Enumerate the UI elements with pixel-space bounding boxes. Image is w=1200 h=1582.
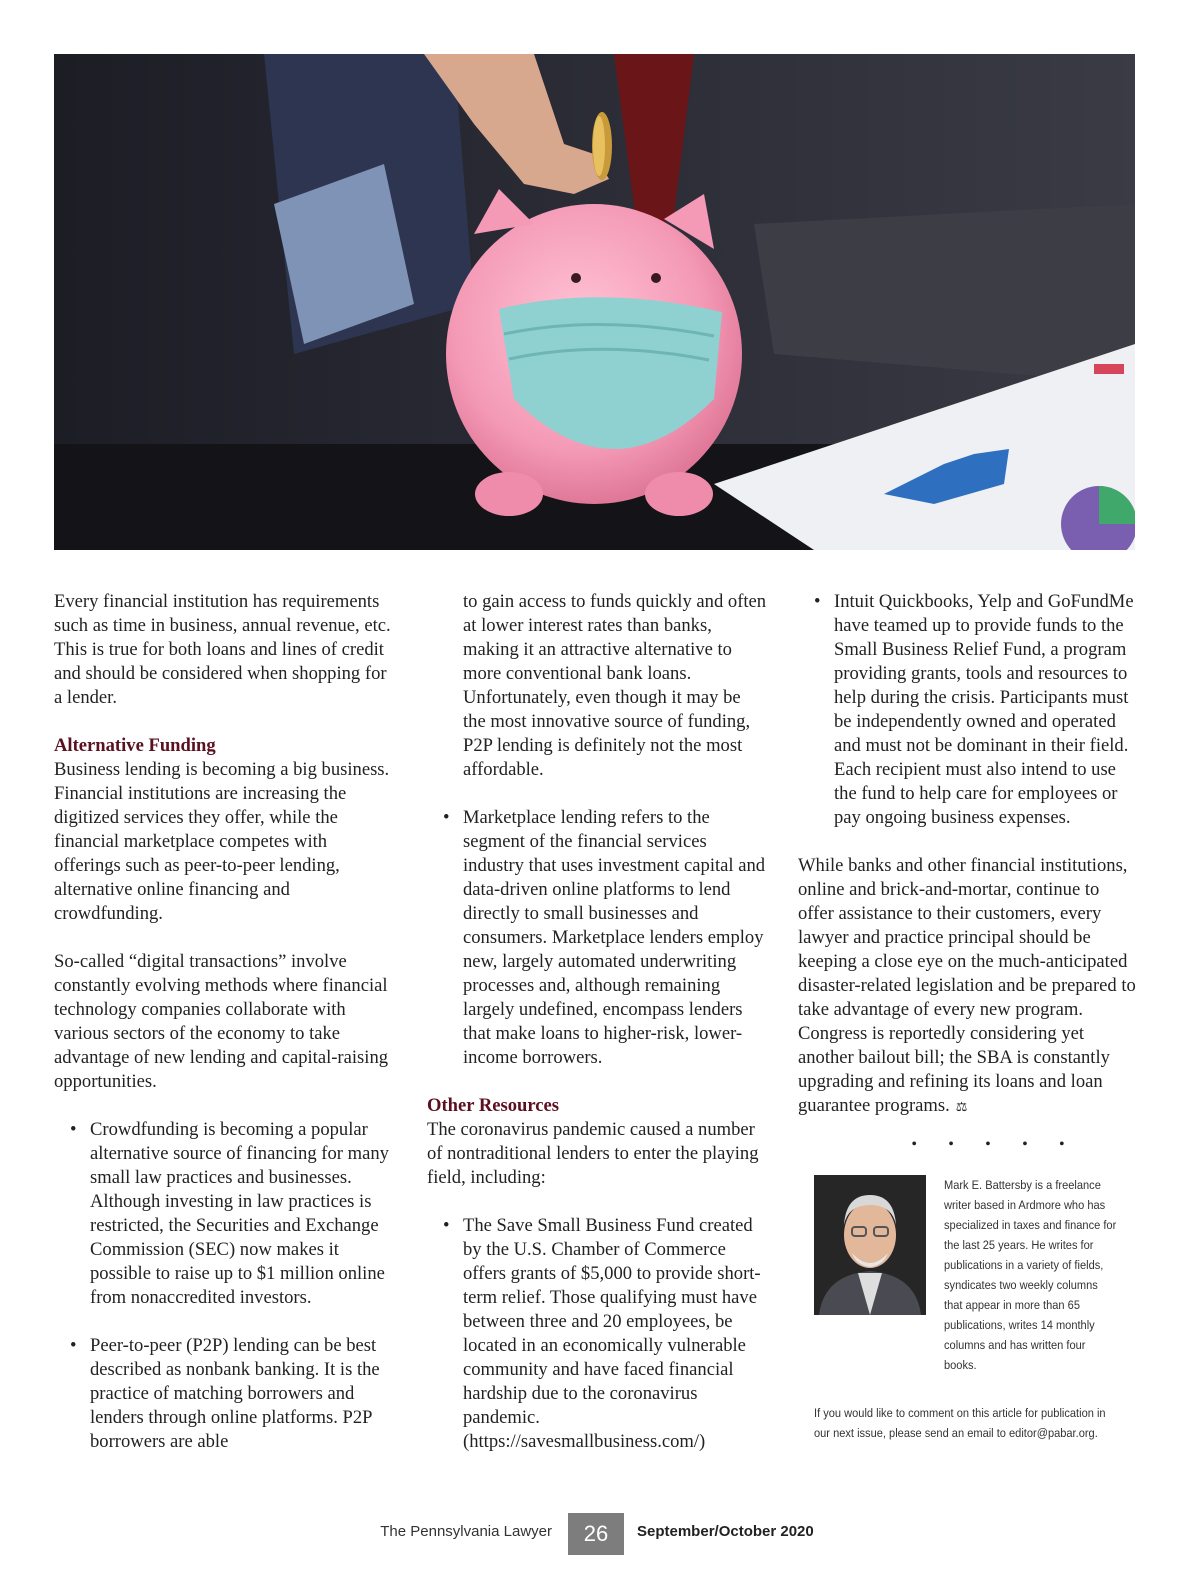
publication-name: The Pennsylvania Lawyer	[380, 1523, 552, 1540]
list-item: • The Save Small Business Fund created by the U.S. Chamber of Commerce offers grants of $5,000 to provide short-term relief. Those qualifying must have between three and 20 employees, be located in an economically vulnerable community and have faced financial hardship due to the coronavirus pandemic. (https://savesmallbusiness.com/)	[427, 1214, 767, 1454]
piggy-bank-illustration	[54, 54, 1135, 550]
divider-dot: •	[1059, 1137, 1065, 1152]
issue-date: September/October 2020	[637, 1523, 814, 1540]
divider-dot: •	[1022, 1137, 1028, 1152]
comment-note: If you would like to comment on this article for publication in our next issue, please send an email to editor@pabar.org.	[814, 1406, 1106, 1440]
paragraph: Business lending is becoming a big business. Financial institutions are increasing the digitized services they offer, while the financial marketplace competes with offerings such as peer-to-peer lending, alternative online financing and crowdfunding.	[54, 759, 390, 924]
paragraph: The coronavirus pandemic caused a number of nontraditional lenders to enter the playing field, including:	[427, 1119, 759, 1188]
divider-dot: •	[948, 1137, 954, 1152]
list-item: • Peer-to-peer (P2P) lending can be best described as nonbank banking. It is the practice of matching borrowers and lenders through online platforms. P2P borrowers are able	[54, 1334, 394, 1454]
author-bio-text: Mark E. Battersby is a freelance writer based in Ardmore who has specialized in taxes and finance for the last 25 years. He writes for publications in a variety of fields, syndicates two weekly columns that appear in more than 65 publications, writes 14 monthly columns and has written four books.	[944, 1178, 1117, 1372]
bullet-list	[427, 806, 767, 1070]
section-heading: Other Resources	[427, 1095, 560, 1116]
bullet-list	[798, 590, 1138, 830]
list-item: • Marketplace lending refers to the segment of the financial services industry that uses investment capital and data-driven online platforms to lend directly to small businesses and consumers. Marketplace lenders employ new, largely automated underwriting processes and, although remaining largely undefined, encompass lenders that make loans to higher-risk, lower-income borrowers.	[427, 806, 767, 1070]
author-bio	[814, 1175, 1138, 1375]
column-2	[427, 590, 767, 1454]
paragraph: So-called “digital transactions” involve constantly evolving methods where financial technology companies collaborate with various sectors of the economy to take advantage of new lending and capital-raising opportunities.	[54, 951, 389, 1092]
author-photo	[814, 1175, 926, 1315]
page-footer	[0, 1513, 1200, 1555]
column-1	[54, 590, 394, 1454]
paragraph: to gain access to funds quickly and often at lower interest rates than banks, making it an attractive alternative to more conventional bank loans. Unfortunately, even though it may be the most innovative source of funding, P2P lending is definitely not the most affordable.	[463, 591, 767, 780]
author-portrait	[814, 1175, 926, 1315]
section-divider	[798, 1133, 1138, 1157]
bullet-list	[427, 1214, 767, 1454]
page-number: 26	[568, 1513, 624, 1555]
column-3	[798, 590, 1138, 1443]
paragraph: Every financial institution has requirements such as time in business, annual revenue, etc. This is true for both loans and lines of credit and should be considered when shopping for a lender.	[54, 591, 391, 708]
closing-paragraph-text: While banks and other financial institutions, online and brick-and-mortar, continue to offer assistance to their customers, every lawyer and practice principal should be keeping a close eye on the much-anticipated disaster-related legislation and be prepared to take advantage of every new program. Congress is reportedly considering yet another bailout bill; the SBA is constantly upgrading and refining its loans and loan guarantee programs.	[798, 855, 1136, 1116]
divider-dot: •	[985, 1137, 991, 1152]
bullet-list	[54, 1118, 394, 1454]
list-item: • Crowdfunding is becoming a popular alternative source of financing for many small law practices and businesses. Although investing in law practices is restricted, the Securities and Exchange Commission (SEC) now makes it possible to raise up to $1 million online from nonaccredited investors.	[54, 1118, 394, 1310]
divider-dot: •	[911, 1137, 917, 1152]
section-heading: Alternative Funding	[54, 735, 216, 756]
hero-photo	[54, 54, 1135, 550]
scales-icon: ⚖	[955, 1099, 968, 1114]
paragraph	[798, 854, 1138, 1119]
list-item: • Intuit Quickbooks, Yelp and GoFundMe have teamed up to provide funds to the Small Business Relief Fund, a program providing grants, tools and resources to help during the crisis. Participants must be independently owned and operated and must not be dominant in their field. Each recipient must also intend to use the fund to help care for employees or pay ongoing business expenses.	[798, 590, 1138, 830]
